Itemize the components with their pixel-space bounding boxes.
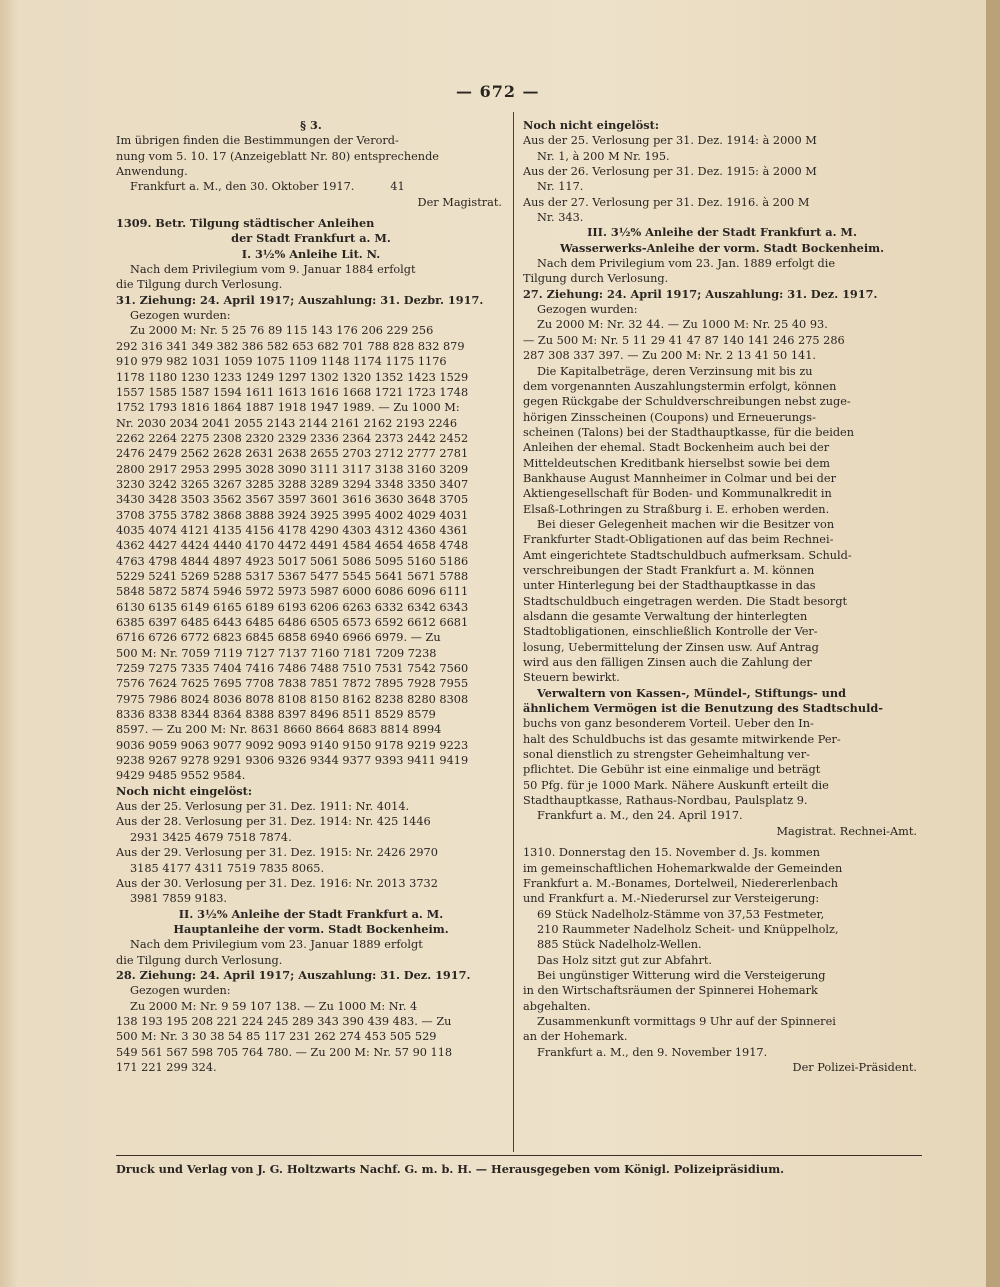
text-line: Bei ungünstiger Witterung wird die Versteigerung — [537, 968, 826, 982]
text-line: 1309. Betr. Tilgung städtischer Anleihen — [116, 216, 375, 231]
text-line: Aus der 29. Verlosung per 31. Dez. 1915: Nr. 2426 2970 — [116, 846, 438, 860]
text-line: Verwaltern von Kassen-, Mündel-, Stiftungs- und — [537, 685, 847, 700]
text-line: abgehalten. — [523, 999, 591, 1013]
text-line: Frankfurt a. M., den 9. November 1917. — [537, 1045, 768, 1059]
text-line: 7576 7624 7625 7695 7708 7838 7851 7872 7895 7928 7955 — [116, 677, 469, 691]
text-line: 292 316 341 349 382 386 582 653 682 701 788 828 832 879 — [116, 339, 465, 353]
text-line: Die Kapitalbeträge, deren Verzinsung mit bis zu — [537, 364, 813, 378]
text-line: 210 Raummeter Nadelholz Scheit- und Knüppelholz, — [537, 922, 839, 936]
text-line: Frankfurter Stadt-Obligationen auf das beim Rechnei- — [523, 533, 834, 547]
text-line: im gemeinschaftlichen Hohemarkwalde der Gemeinden — [523, 861, 843, 875]
text-line: in den Wirtschaftsräumen der Spinnerei Hohemark — [523, 984, 818, 998]
text-line: 500 M: Nr. 7059 7119 7127 7137 7160 7181 7209 7238 — [116, 646, 437, 660]
text-line: 9036 9059 9063 9077 9092 9093 9140 9150 9178 9219 9223 — [116, 738, 469, 752]
text-line: Aus der 25. Verlosung per 31. Dez. 1911: Nr. 4014. — [116, 800, 410, 814]
text-line: Nach dem Privilegium vom 9. Januar 1884 erfolgt — [130, 263, 416, 277]
text-line: dem vorgenannten Auszahlungstermin erfolgt, können — [523, 379, 837, 393]
text-line: 5848 5872 5874 5946 5972 5973 5987 6000 6086 6096 6111 — [116, 585, 469, 599]
text-line: Zu 2000 M: Nr. 5 25 76 89 115 143 176 206 229 256 — [130, 324, 434, 338]
text-line: Aus der 27. Verlosung per 31. Dez. 1916. à 200 M — [523, 195, 810, 209]
text-line: 885 Stück Nadelholz-Wellen. — [537, 938, 702, 952]
text-line: alsdann die gesamte Verwaltung der hinterlegten — [523, 610, 808, 623]
text-line: Aus der 30. Verlosung per 31. Dez. 1916: Nr. 2013 3732 — [116, 876, 438, 890]
text-line: Elsaß-Lothringen zu Straßburg i. E. erhoben werden. — [523, 502, 830, 516]
text-line: 2262 2264 2275 2308 2320 2329 2336 2364 2373 2442 2452 — [116, 431, 469, 445]
text-line: I. 3½% Anleihe Lit. N. — [241, 246, 381, 261]
text-line: 6130 6135 6149 6165 6189 6193 6206 6263 6332 6342 6343 — [116, 600, 469, 614]
text-line: 138 193 195 208 221 224 245 289 343 390 439 483. — Zu — [116, 1014, 452, 1028]
text-line: 4763 4798 4844 4897 4923 5017 5061 5086 5095 5160 5186 — [116, 554, 469, 568]
text-line: Tilgung durch Verlosung. — [523, 272, 669, 286]
text-line: 3981 7859 9183. — [130, 892, 228, 906]
text-line: 1178 1180 1230 1233 1249 1297 1302 1320 1352 1423 1529 — [116, 370, 469, 384]
text-line: Steuern bewirkt. — [523, 671, 620, 685]
text-line: Gezogen wurden: — [537, 303, 638, 317]
text-line: Nr. 117. — [537, 180, 584, 194]
text-line: § 3. — [300, 118, 322, 132]
text-line: 171 221 299 324. — [116, 1060, 217, 1074]
text-line: 50 Pfg. für je 1000 Mark. Nähere Auskunft erteilt die — [523, 778, 829, 792]
page-number: — 672 — — [456, 82, 540, 101]
text-line: Magistrat. Rechnei-Amt. — [776, 824, 917, 838]
text-line: 549 561 567 598 705 764 780. — Zu 200 M: Nr. 57 90 118 — [116, 1045, 453, 1059]
text-line: Zusammenkunft vormittags 9 Uhr auf der Spinnerei — [537, 1014, 836, 1028]
imprint-footer: Druck und Verlag von J. G. Holtzwarts Nachf. G. m. b. H. — Herausgegeben vom Königl. Polizeipräsidium. — [116, 1162, 785, 1176]
text-line: Noch nicht eingelöst: — [523, 118, 659, 132]
text-line: 9429 9485 9552 9584. — [116, 769, 246, 783]
text-line: Anleihen der ehemal. Stadt Bockenheim auch bei der — [523, 441, 830, 455]
text-line: losung, Uebermittelung der Zinsen usw. Auf Antrag — [523, 640, 819, 654]
text-line: 28. Ziehung: 24. April 1917; Auszahlung: 31. Dez. 1917. — [116, 967, 471, 982]
text-line: Hauptanleihe der vorm. Stadt Bockenheim. — [173, 921, 449, 936]
text-line: Frankfurt a. M., den 24. April 1917. — [537, 809, 743, 823]
text-line: wird aus den fälligen Zinsen auch die Zahlung der — [523, 656, 812, 670]
text-line: Wasserwerks-Anleihe der vorm. Stadt Bockenheim. — [559, 240, 885, 255]
text-line: Das Holz sitzt gut zur Abfahrt. — [537, 953, 712, 967]
text-line: Aktiengesellschaft für Boden- und Kommunalkredit in — [523, 487, 832, 501]
text-line: Gezogen wurden: — [130, 984, 231, 998]
left-column — [116, 118, 506, 1075]
text-line: 9238 9267 9278 9291 9306 9326 9344 9377 9393 9411 9419 — [116, 754, 469, 768]
text-line: 1752 1793 1816 1864 1887 1918 1947 1989. — Zu 1000 M: — [116, 401, 460, 415]
text-line: verschreibungen der Stadt Frankfurt a. M. können — [523, 563, 815, 577]
text-line: 4035 4074 4121 4135 4156 4178 4290 4303 4312 4360 4361 — [116, 523, 469, 537]
text-line: 6385 6397 6485 6443 6485 6486 6505 6573 6592 6612 6681 — [116, 616, 469, 629]
page-edge — [986, 0, 1000, 1287]
text-line: 2931 3425 4679 7518 7874. — [130, 830, 292, 844]
footer-rule — [116, 1155, 922, 1156]
text-line: Nr. 2030 2034 2041 2055 2143 2144 2161 2162 2193 2246 — [116, 416, 458, 430]
text-line: 3430 3428 3503 3562 3567 3597 3601 3616 3630 3648 3705 — [116, 493, 469, 507]
text-line: buchs von ganz besonderem Vorteil. Ueber den In- — [523, 717, 814, 731]
text-line: 6716 6726 6772 6823 6845 6858 6940 6966 6979. — Zu — [116, 631, 441, 645]
text-line: sonal dienstlich zu strengster Geheimhaltung ver- — [523, 748, 810, 762]
text-line: Nach dem Privilegium vom 23. Jan. 1889 erfolgt die — [537, 257, 836, 271]
text-line: Bei dieser Gelegenheit machen wir die Besitzer von — [537, 517, 835, 531]
text-line: 2800 2917 2953 2995 3028 3090 3111 3117 3138 3160 3209 — [116, 462, 469, 476]
column-divider — [513, 112, 514, 1152]
text-line: Im übrigen finden die Bestimmungen der Verord- — [116, 134, 399, 148]
text-line: unter Hinterlegung bei der Stadthauptkasse in das — [523, 579, 816, 593]
text-line: halt des Schuldbuchs ist das gesamte mitwirkende Per- — [523, 732, 841, 746]
text-line: 500 M: Nr. 3 30 38 54 85 117 231 262 274 453 505 529 — [116, 1030, 437, 1044]
text-line: — Zu 500 M: Nr. 5 11 29 41 47 87 140 141 246 275 286 — [523, 333, 845, 347]
text-line: Nr. 343. — [537, 211, 584, 225]
text-line: Stadthauptkasse, Rathaus-Nordbau, Paulsplatz 9. — [523, 794, 808, 808]
text-line: Frankfurt a. M.-Bonames, Dortelweil, Niedererlenbach — [523, 876, 839, 890]
text-line: hörigen Zinsscheinen (Coupons) und Erneuerungs- — [523, 410, 816, 424]
text-line: 3185 4177 4311 7519 7835 8065. — [130, 861, 325, 875]
text-line: Stadtschuldbuch eingetragen werden. Die Stadt besorgt — [523, 594, 848, 608]
text-line: die Tilgung durch Verlosung. — [116, 953, 283, 967]
text-line: Frankfurt a. M., den 30. Oktober 1917. 41 — [130, 180, 405, 194]
text-line: 4362 4427 4424 4440 4170 4472 4491 4584 4654 4658 4748 — [116, 539, 469, 553]
text-line: 3708 3755 3782 3868 3888 3924 3925 3995 4002 4029 4031 — [116, 508, 469, 522]
text-line: ähnlichem Vermögen ist die Benutzung des Stadtschuld- — [523, 701, 883, 716]
text-line: Der Magistrat. — [417, 195, 502, 209]
right-column — [523, 118, 921, 1075]
text-line: 287 308 337 397. — Zu 200 M: Nr. 2 13 41 50 141. — [523, 349, 816, 363]
text-line: Aus der 28. Verlosung per 31. Dez. 1914: Nr. 425 1446 — [116, 815, 431, 829]
text-line: Stadtobligationen, einschließlich Kontrolle der Ver- — [523, 625, 818, 639]
text-line: Nach dem Privilegium vom 23. Januar 1889 erfolgt — [130, 938, 423, 952]
text-line: die Tilgung durch Verlosung. — [116, 278, 283, 292]
text-line: und Frankfurt a. M.-Niederursel zur Versteigerung: — [523, 892, 820, 906]
text-line: nung vom 5. 10. 17 (Anzeigeblatt Nr. 80) entsprechende — [116, 149, 439, 163]
text-line: Noch nicht eingelöst: — [116, 783, 252, 798]
text-line: 8597. — Zu 200 M: Nr. 8631 8660 8664 8683 8814 8994 — [116, 723, 442, 737]
text-line: 8336 8338 8344 8364 8388 8397 8496 8511 8529 8579 — [116, 708, 436, 722]
text-line: Amt eingerichtete Stadtschuldbuch aufmerksam. Schuld- — [523, 548, 852, 562]
text-line: an der Hohemark. — [523, 1030, 628, 1044]
text-line: 910 979 982 1031 1059 1075 1109 1148 1174 1175 1176 — [116, 355, 447, 369]
text-line: 69 Stück Nadelholz-Stämme von 37,53 Festmeter, — [537, 907, 825, 921]
text-line: scheinen (Talons) bei der Stadthauptkasse, für die beiden — [523, 425, 855, 439]
text-line: der Stadt Frankfurt a. M. — [231, 231, 391, 246]
text-line: 2476 2479 2562 2628 2631 2638 2655 2703 2712 2777 2781 — [116, 447, 469, 461]
text-line: 1310. Donnerstag den 15. November d. Js. kommen — [523, 846, 820, 860]
text-line: 31. Ziehung: 24. April 1917; Auszahlung: 31. Dezbr. 1917. — [116, 292, 484, 307]
text-line: 3230 3242 3265 3267 3285 3288 3289 3294 3348 3350 3407 — [116, 477, 469, 491]
text-line: 7975 7986 8024 8036 8078 8108 8150 8162 8238 8280 8308 — [116, 692, 469, 706]
text-line: Nr. 1, à 200 M Nr. 195. — [537, 149, 670, 163]
text-line: Zu 2000 M: Nr. 9 59 107 138. — Zu 1000 M: Nr. 4 — [130, 999, 418, 1013]
text-line: Bankhause August Mannheimer in Colmar und bei der — [523, 471, 836, 485]
text-line: III. 3½% Anleihe der Stadt Frankfurt a. M. — [587, 225, 857, 240]
text-line: II. 3½% Anleihe der Stadt Frankfurt a. M. — [178, 906, 444, 921]
text-line: Anwendung. — [116, 165, 188, 179]
text-line: Aus der 26. Verlosung per 31. Dez. 1915: à 2000 M — [523, 165, 817, 179]
text-line: 7259 7275 7335 7404 7416 7486 7488 7510 7531 7542 7560 — [116, 662, 469, 676]
text-line: 5229 5241 5269 5288 5317 5367 5477 5545 5641 5671 5788 — [116, 569, 469, 583]
text-line: Aus der 25. Verlosung per 31. Dez. 1914: à 2000 M — [523, 134, 817, 148]
text-line: gegen Rückgabe der Schuldverschreibungen nebst zuge- — [523, 395, 851, 409]
text-line: Zu 2000 M: Nr. 32 44. — Zu 1000 M: Nr. 25 40 93. — [537, 318, 828, 332]
text-line: 27. Ziehung: 24. April 1917; Auszahlung: 31. Dez. 1917. — [523, 286, 878, 301]
text-line: Gezogen wurden: — [130, 309, 231, 323]
text-line: pflichtet. Die Gebühr ist eine einmalige und beträgt — [523, 763, 821, 777]
text-line: Der Polizei-Präsident. — [792, 1060, 917, 1074]
text-line: Mitteldeutschen Kreditbank hierselbst sowie bei dem — [523, 456, 830, 470]
text-line: 1557 1585 1587 1594 1611 1613 1616 1668 1721 1723 1748 — [116, 385, 469, 399]
